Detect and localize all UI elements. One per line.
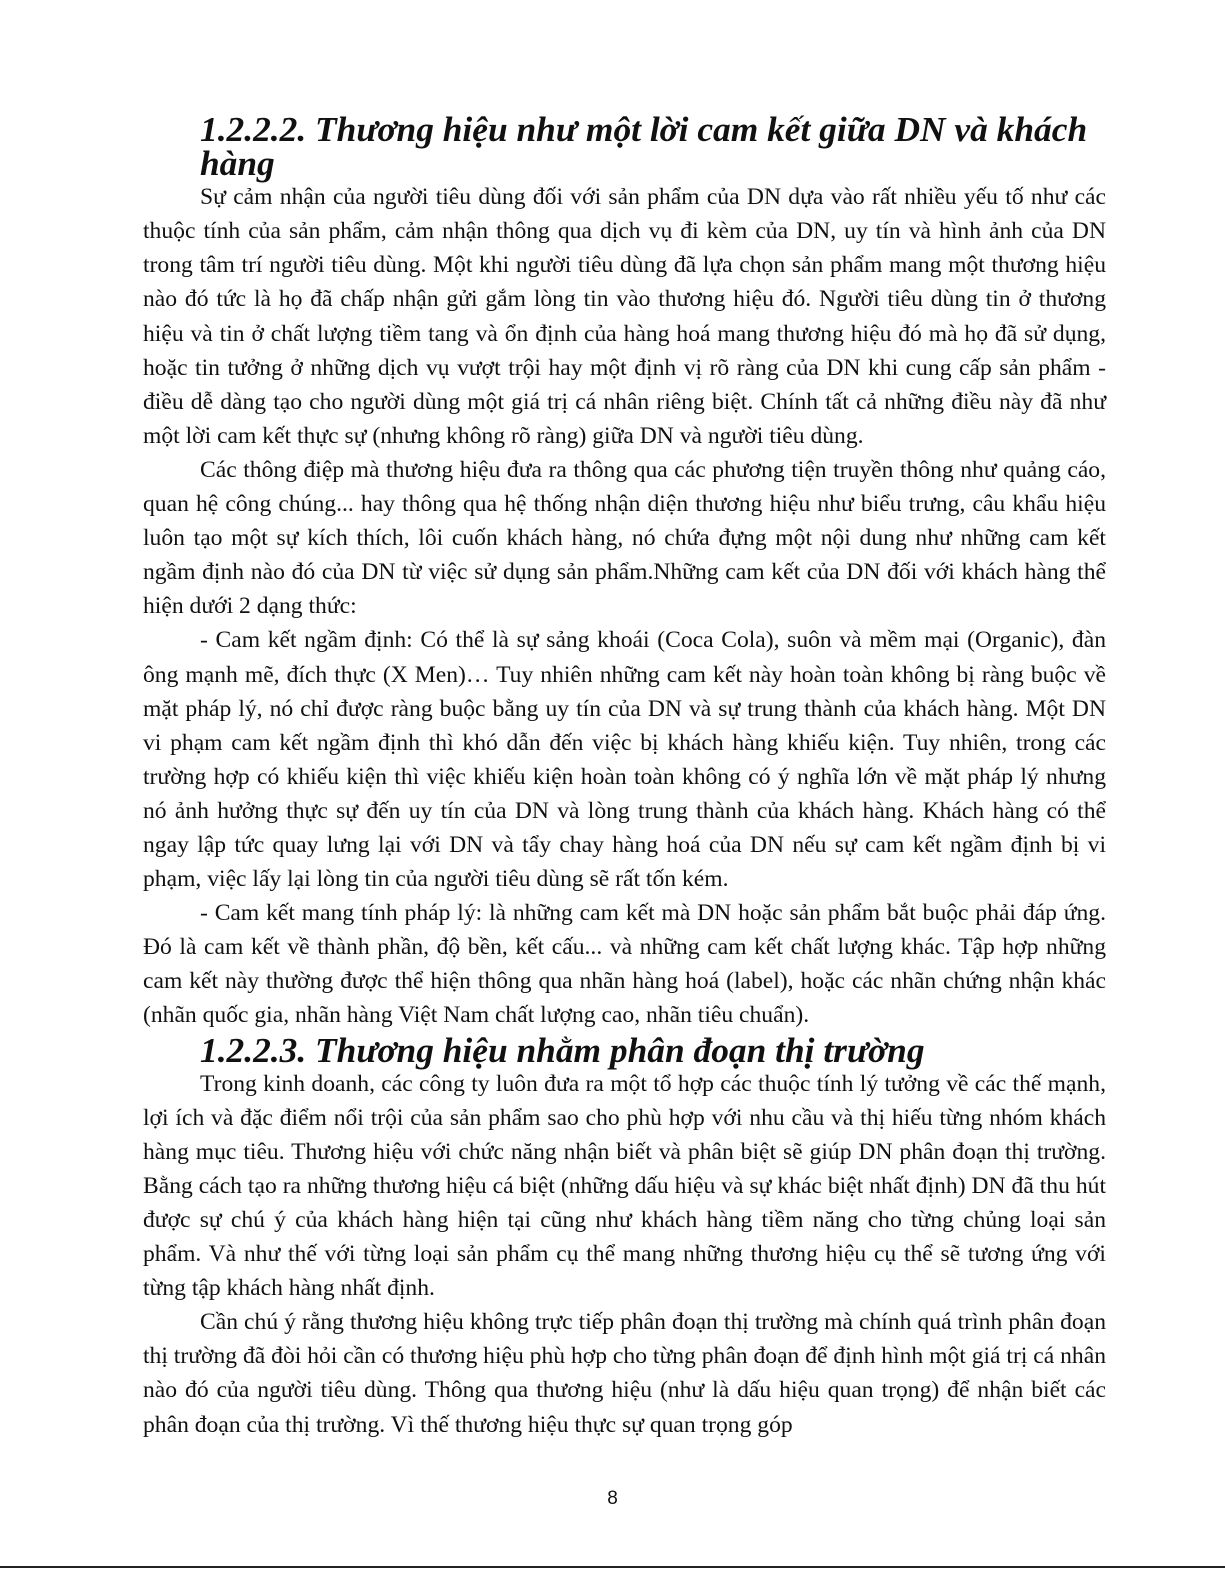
bottom-divider: [0, 1566, 1225, 1568]
paragraph: Trong kinh doanh, các công ty luôn đưa ra một tổ hợp các thuộc tính lý tưởng về các thế mạnh, lợi ích và đặc điểm nổi trội của sản phẩm sao cho phù hợp với nhu cầu và thị hiếu từng nhóm khách hàng mục tiêu. Thương hiệu với chức năng nhận biết và phân biệt sẽ giúp DN phân đoạn thị trường. Bằng cách tạo ra những thương hiệu cá biệt (những dấu hiệu và sự khác biệt nhất định) DN đã thu hút được sự chú ý của khách hàng hiện tại cũng như khách hàng tiềm năng cho từng chủng loại sản phẩm. Và như thế với từng loại sản phẩm cụ thể mang những thương hiệu cụ thể sẽ tương ứng với từng tập khách hàng nhất định.: [143, 1070, 1106, 1302]
section-heading: 1.2.2.3. Thương hiệu nhằm phân đoạn thị trường: [200, 1029, 925, 1070]
paragraph: - Cam kết ngầm định: Có thể là sự sảng khoái (Coca Cola), suôn và mềm mại (Organic), đàn ông mạnh mẽ, đích thực (X Men)… Tuy nhiên những cam kết này hoàn toàn không bị ràng buộc về mặt pháp lý, nó chỉ được ràng buộc bằng uy tín của DN và sự trung thành của khách hàng. Một DN vi phạm cam kết ngầm định thì khó dẫn đến việc bị khách hàng khiếu kiện. Tuy nhiên, trong các trường hợp có khiếu kiện thì việc khiếu kiện hoàn toàn không có ý nghĩa lớn về mặt pháp lý nhưng nó ảnh hưởng thực sự đến uy tín của DN và lòng trung thành của khách hàng. Khách hàng có thể ngay lập tức quay lưng lại với DN và tẩy chay hàng hoá của DN nếu sự cam kết ngầm định bị vi phạm, việc lấy lại lòng tin của người tiêu dùng sẽ rất tốn kém.: [143, 627, 1106, 893]
page-number: 8: [607, 1488, 618, 1509]
paragraph: Cần chú ý rằng thương hiệu không trực tiếp phân đoạn thị trường mà chính quá trình phân đoạn thị trường đã đòi hỏi cần có thương hiệu phù hợp cho từng phân đoạn để định hình một giá trị cá nhân nào đó của người tiêu dùng. Thông qua thương hiệu (như là dấu hiệu quan trọng) để nhận biết các phân đoạn của thị trường. Vì thế thương hiệu thực sự quan trọng góp: [143, 1309, 1107, 1438]
paragraph: Các thông điệp mà thương hiệu đưa ra thông qua các phương tiện truyền thông như quảng cáo, quan hệ công chúng... hay thông qua hệ thống nhận diện thương hiệu như biểu trưng, câu khẩu hiệu luôn tạo một sự kích thích, lôi cuốn khách hàng, nó chứa đựng một nội dung như những cam kết ngầm định nào đó của DN từ việc sử dụng sản phẩm.Những cam kết của DN đối với khách hàng thể hiện dưới 2 dạng thức:: [143, 456, 1106, 620]
document-body: [143, 109, 1107, 1442]
paragraph: - Cam kết mang tính pháp lý: là những cam kết mà DN hoặc sản phẩm bắt buộc phải đáp ứng. Đó là cam kết về thành phần, độ bền, kết cấu... và những cam kết chất lượng khác. Tập hợp những cam kết này thường được thể hiện thông qua nhãn hàng hoá (label), hoặc các nhãn chứng nhận khác (nhãn quốc gia, nhãn hàng Việt Nam chất lượng cao, nhãn tiêu chuẩn).: [143, 900, 1106, 1029]
paragraph: Sự cảm nhận của người tiêu dùng đối với sản phẩm của DN dựa vào rất nhiều yếu tố như các thuộc tính của sản phẩm, cảm nhận thông qua dịch vụ đi kèm của DN, uy tín và hình ảnh của DN trong tâm trí người tiêu dùng. Một khi người tiêu dùng đã lựa chọn sản phẩm mang một thương hiệu nào đó tức là họ đã chấp nhận gửi gắm lòng tin vào thương hiệu đó. Người tiêu dùng tin ở thương hiệu và tin ở chất lượng tiềm tang và ổn định của hàng hoá mang thương hiệu đó mà họ đã sử dụng, hoặc tin tưởng ở những dịch vụ vượt trội hay một định vị rõ ràng của DN khi cung cấp sản phẩm - điều dễ dàng tạo cho người dùng một giá trị cá nhân riêng biệt. Chính tất cả những điều này đã như một lời cam kết thực sự (nhưng không rõ ràng) giữa DN và người tiêu dùng.: [143, 184, 1106, 449]
section-heading: 1.2.2.2. Thương hiệu như một lời cam kết giữa DN và khách hàng: [200, 109, 1088, 184]
